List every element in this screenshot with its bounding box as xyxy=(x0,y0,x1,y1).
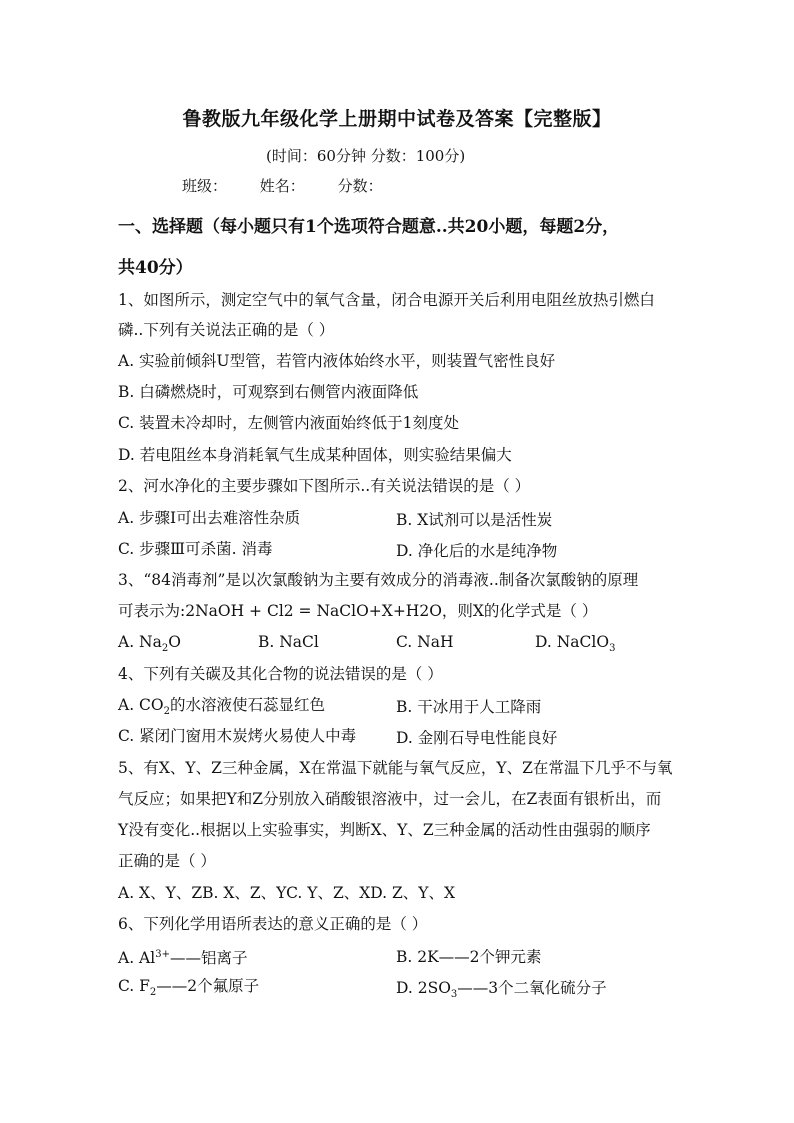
q3-option-a: A. $Na_2O$ xyxy=(118,633,181,655)
q6-option-a: A. $Al^{3+}——$铝离子 xyxy=(118,949,248,968)
q1-option-a: A. 实验前倾斜U型管，若管内液体始终水平，则装置气密性良好 xyxy=(118,352,556,370)
q1-option-d: D. 若电阻丝本身消耗氧气生成某种固体，则实验结果偏大 xyxy=(118,446,512,464)
q2-option-d: D. 净化后的水是纯净物 xyxy=(396,542,558,560)
q5-stem-line1: 5、有X、Y、Z三种金属，X在常温下就能与氧气反应，Y、Z在常温下几乎不与氧 xyxy=(118,759,673,777)
q1-stem-line2: 磷..下列有关说法正确的是（ ） xyxy=(118,321,335,339)
q5-options: A. X、Y、ZB. X、Z、YC. Y、Z、XD. Z、Y、X xyxy=(118,884,456,902)
q2-option-a: A. 步骤Ⅰ可出去难溶性杂质 xyxy=(118,509,301,527)
q6-stem: 6、下列化学用语所表达的意义正确的是（ ） xyxy=(118,915,428,933)
student-info-line xyxy=(182,175,411,196)
section-heading-line1: 一、选择题（每小题只有1个选项符合题意..共20小题，每题2分， xyxy=(118,217,620,237)
q1-option-c: C. 装置未冷却时，左侧管内液面始终低于1刻度处 xyxy=(118,414,460,432)
q2-stem: 2、河水净化的主要步骤如下图所示..有关说法错误的是（ ） xyxy=(118,477,531,495)
exam-title: 鲁教版九年级化学上册期中试卷及答案【完整版】 xyxy=(182,108,612,130)
q5-stem-line3: Y没有变化..根据以上实验事实，判断X、Y、Z三种金属的活动性由强弱的顺序 xyxy=(118,821,651,839)
q3-stem-line1: 3、“84消毒剂”是以次氯酸钠为主要有效成分的消毒液..制备次氯酸钠的原理 xyxy=(118,571,639,589)
exam-subtitle: (时间：60分钟 分数：100分) xyxy=(266,147,466,165)
q4-option-a: A. $CO_2$的水溶液使石蕊显红色 xyxy=(118,696,326,718)
q2-option-b: B. X试剂可以是活性炭 xyxy=(396,511,553,529)
q6-option-b: B. 2K——2个钾元素 xyxy=(396,948,542,966)
class-label: 班级： xyxy=(182,177,228,195)
q1-option-b: B. 白磷燃烧时，可观察到右侧管内液面降低 xyxy=(118,383,419,401)
q3-option-b: B. NaCl xyxy=(258,633,319,651)
q4-stem: 4、下列有关碳及其化合物的说法错误的是（ ） xyxy=(118,665,443,683)
q3-option-d: D. NaClO$_3$ xyxy=(535,633,616,655)
q6-option-d: D. $2SO_3——3$个二氧化硫分子 xyxy=(396,979,607,1001)
q4-option-c: C. 紧闭门窗用木炭烤火易使人中毒 xyxy=(118,727,357,745)
q3-option-c: C. NaH xyxy=(396,633,454,651)
score-label: 分数： xyxy=(337,177,383,195)
name-label: 姓名： xyxy=(259,177,305,195)
q4-option-b: B. 干冰用于人工降雨 xyxy=(396,698,542,716)
q5-stem-line2: 气反应；如果把Y和Z分别放入硝酸银溶液中，过一会儿，在Z表面有银析出，而 xyxy=(118,790,662,808)
q1-stem-line1: 1、如图所示，测定空气中的氧气含量，闭合电源开关后利用电阻丝放热引燃白 xyxy=(118,291,655,309)
q2-option-c: C. 步骤Ⅲ可杀菌. 消毒 xyxy=(118,540,273,558)
q3-stem-line2: 可表示为:2NaOH + Cl2 = NaClO+X+H2O，则X的化学式是（ ） xyxy=(118,602,598,620)
q5-stem-line4: 正确的是（ ） xyxy=(118,852,216,870)
section-heading-line2: 共40分） xyxy=(118,258,193,278)
q4-option-d: D. 金刚石导电性能良好 xyxy=(396,729,558,747)
q6-option-c: C. $F_2——2$个氟原子 xyxy=(118,977,260,999)
